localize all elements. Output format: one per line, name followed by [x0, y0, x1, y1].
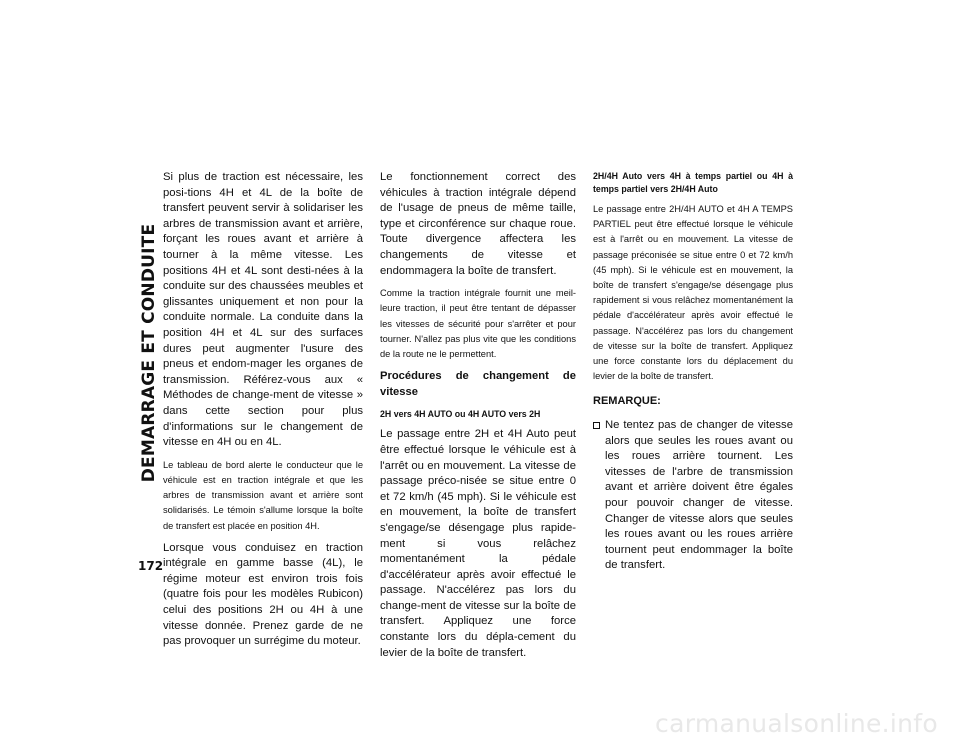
heading-shift-procedures: Procédures de changement de vitesse: [380, 370, 576, 398]
paragraph-2h-4h-shift: Le passage entre 2H et 4H Auto peut être effectué lorsque le véhicule est à l'arrêt ou en mouvement. La vitesse de passage préco-nisée se situe entre 0 et 72 km/h (45 mph). Si le véhicule est en mouvement, la boîte de transfert s'engage/se désengage plus rapide-ment si vous relâchez momentanément la pédale d'accélérateur après avoir effectué le passage. N'accélérez pas lors du change-ment de vitesse sur la boîte de transfert. Appliquez une force constante lors du dépla-cement du levier de la boîte de transfert.: [380, 428, 576, 659]
column-middle: [380, 170, 576, 668]
paragraph-part-time-shift: Le passage entre 2H/4H AUTO et 4H A TEMPS PARTIEL peut être effectué lorsque le véhicule est à l'arrêt ou en mouvement. La vitesse de passage préconisée se situe entre 0 et 72 km/h (45 mph). Si le véhicule est en mouvement, la boîte de transfert s'engage/se désengage plus rapidement si vous relâchez momentanément la pédale d'accélérateur après avoir effectué le passage. N'accélérez pas lors du changement de vitesse sur la boîte de transfert. Appliquez une force constante lors du déplacement du levier de la boîte de transfert.: [593, 204, 793, 382]
paragraph-low-range: Lorsque vous conduisez en traction intégrale en gamme basse (4L), le régime moteur est environ trois fois (quatre fois pour les modèles Rubicon) celui des positions 2H ou 4H à une vitesse donnée. Prenez garde de ne pas provoquer un surrégime du moteur.: [163, 541, 363, 648]
subheading-2h-4h-auto: 2H vers 4H AUTO ou 4H AUTO vers 2H: [380, 409, 541, 420]
page-number: 172: [138, 559, 164, 573]
section-title: DEMARRAGE ET CONDUITE: [139, 223, 159, 483]
checkbox-bullet-icon: [593, 422, 600, 429]
paragraph-dashboard-alert: Le tableau de bord alerte le conducteur que le véhicule est en traction intégrale et que les arbres de transmission avant et arrière sont solidarisés. Le témoin s'allume lorsque la boîte de transfert est placée en position 4H.: [163, 459, 363, 531]
list-item: [593, 418, 793, 574]
column-right: [593, 170, 793, 574]
column-left: [163, 170, 363, 657]
bullet-text: Ne tentez pas de changer de vitesse alors que seules les roues avant ou les roues arrière tournent. Les vitesses de l'arbre de transmission avant et arrière doivent être égales pour pouvoir changer de vitesse. Changer de vitesse alors que seules les roues avant ou les roues arrière tournent peut endommager la boîte de transfert.: [605, 419, 793, 572]
subheading-part-time: 2H/4H Auto vers 4H à temps partiel ou 4H à temps partiel vers 2H/4H Auto: [593, 171, 793, 194]
remark-label: REMARQUE:: [593, 395, 661, 408]
paragraph-tire-size: Le fonctionnement correct des véhicules à traction intégrale dépend de l'usage de pneus de même taille, type et circonférence sur chaque roue. Toute divergence affectera les changements de vitesse et endommagera la boîte de transfert.: [380, 171, 576, 277]
paragraph-traction: Si plus de traction est nécessaire, les posi-tions 4H et 4L de la boîte de transfert peuvent servir à solidariser les arbres de transmission avant et arrière, forçant les roues avant et arrière à tourner à la même vitesse. Les positions 4H et 4L sont desti-nées à la conduite sur des chaussées meubles et glissantes uniquement et non pour la conduite normale. La conduite dans la position 4H et 4L sur des surfaces dures peut augmenter l'usure des pneus et endom-mager les organes de transmission. Référez-vous aux « Méthodes de change-ment de vitesse » dans cette section pour plus d'informations sur le changement de vitesse en 4H ou en 4L.: [163, 171, 363, 449]
watermark-text: carmanualsonline.info: [655, 709, 938, 738]
paragraph-safe-speed: Comme la traction intégrale fournit une meil-leure traction, il peut être tentant de dépasser les vitesses de sécurité pour s'arrêter et pour tourner. N'allez pas plus vite que les conditions de la route ne le permettent.: [380, 288, 576, 359]
